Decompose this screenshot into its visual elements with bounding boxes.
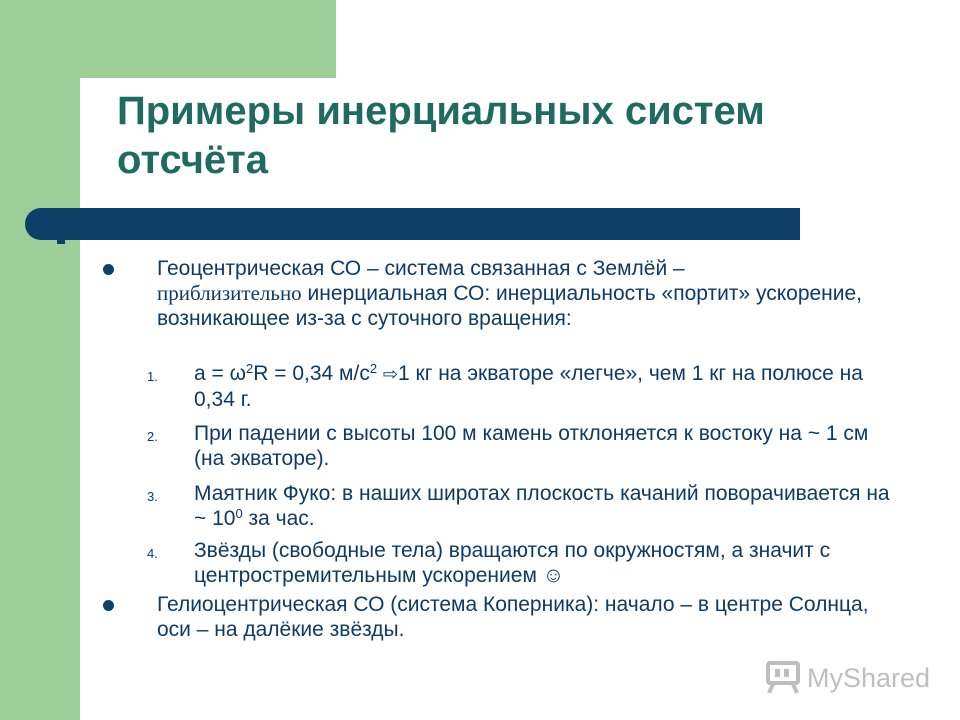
arrow-right-icon: ⇨ — [382, 364, 398, 384]
list-number: 4. — [147, 546, 158, 561]
presentation-board-icon — [765, 660, 803, 694]
bullet-text-part: Геоцентрическая СО – система связанная с Землёй – — [157, 257, 685, 280]
superscript: 2 — [246, 361, 254, 376]
formula-part: R = 0,34 м/с — [253, 362, 370, 385]
bullet-dot — [103, 600, 114, 611]
watermark-logo — [765, 658, 935, 698]
list-number: 2. — [147, 429, 158, 444]
list-item-text: Маятник Фуко: в наших широтах плоскость качаний поворачивается на ~ 10 — [194, 482, 890, 530]
bullet-text-serif: приблизительно — [157, 281, 302, 305]
list-number: 3. — [147, 489, 158, 504]
list-item: Звёзды (свободные тела) вращаются по окружностям, а значит с центростремительным ускорением ☺ — [194, 539, 831, 587]
superscript: 2 — [369, 361, 378, 376]
list-item-text: 1 кг на экваторе «легче», чем 1 кг на полюсе на 0,34 г. — [194, 362, 863, 411]
list-item: При падении с высоты 100 м камень отклоняется к востоку на ~ 1 см (на экваторе). — [194, 422, 869, 470]
list-item-text: за час. — [242, 507, 315, 530]
formula-part: a = ω — [194, 362, 247, 385]
list-item — [194, 361, 894, 412]
bullet-dot — [103, 264, 114, 275]
list-number: 1. — [147, 369, 158, 384]
bullet-text-part: инерциальная СО: инерциальность «портит» ускорение, возникающее из-за с суточного вращения: — [157, 282, 863, 330]
watermark-text: MyShared — [807, 663, 931, 693]
list-item — [194, 481, 894, 531]
slide-title: Примеры инерциальных систем отсчёта — [117, 89, 765, 182]
superscript: 0 — [235, 506, 243, 521]
bullet-heliocentric: Гелиоцентрическая СО (система Коперника): начало – в центре Солнца, оси – на далёкие звёзды. — [157, 593, 869, 641]
bullet-geocentric — [157, 256, 877, 331]
